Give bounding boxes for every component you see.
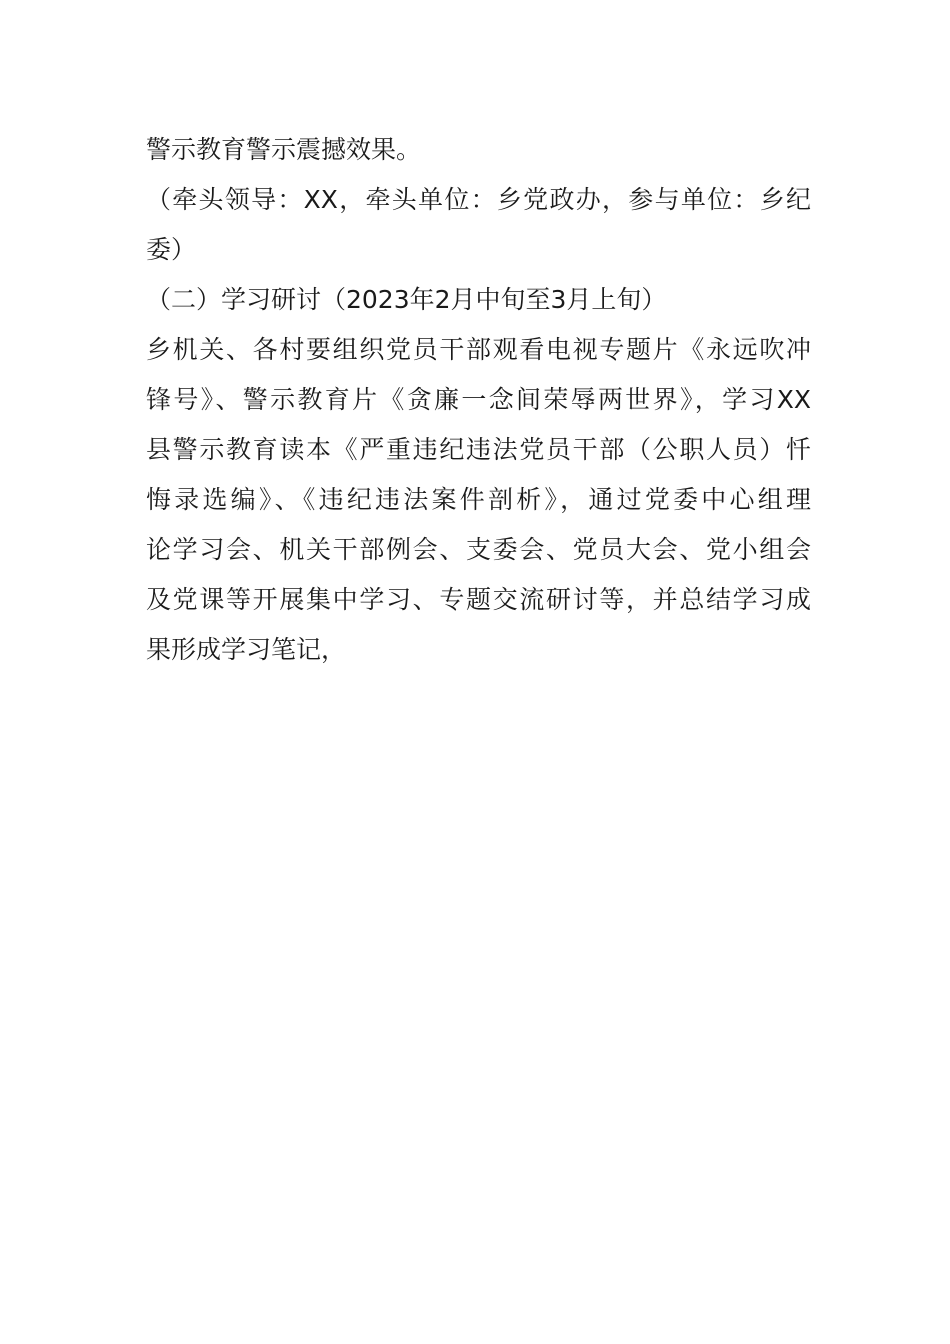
paragraph-line: 县警示教育读本《严重违纪违法党员干部（公职人员）忏	[146, 435, 811, 464]
paragraph-line: 警示教育警示震撼效果。	[146, 135, 422, 164]
paragraph-line: 及党课等开展集中学习、专题交流研讨等，并总结学习成	[146, 585, 811, 614]
paragraph-line: 乡机关、各村要组织党员干部观看电视专题片《永远吹冲	[146, 335, 811, 364]
paragraph-line: 锋号》、警示教育片《贪廉一念间荣辱两世界》，学习XX	[146, 385, 811, 414]
paragraph-line: （牵头领导：XX，牵头单位：乡党政办，参与单位：乡纪	[146, 185, 811, 214]
paragraph-line: 果形成学习笔记，	[146, 635, 347, 664]
paragraph-line: 论学习会、机关干部例会、支委会、党员大会、党小组会	[146, 535, 811, 564]
paragraph-line: 悔录选编》、《违纪违法案件剖析》，通过党委中心组理	[146, 485, 811, 514]
paragraph-line: 委）	[146, 235, 197, 264]
section-heading: （二）学习研讨（2023年2月中旬至3月上旬）	[146, 285, 667, 314]
